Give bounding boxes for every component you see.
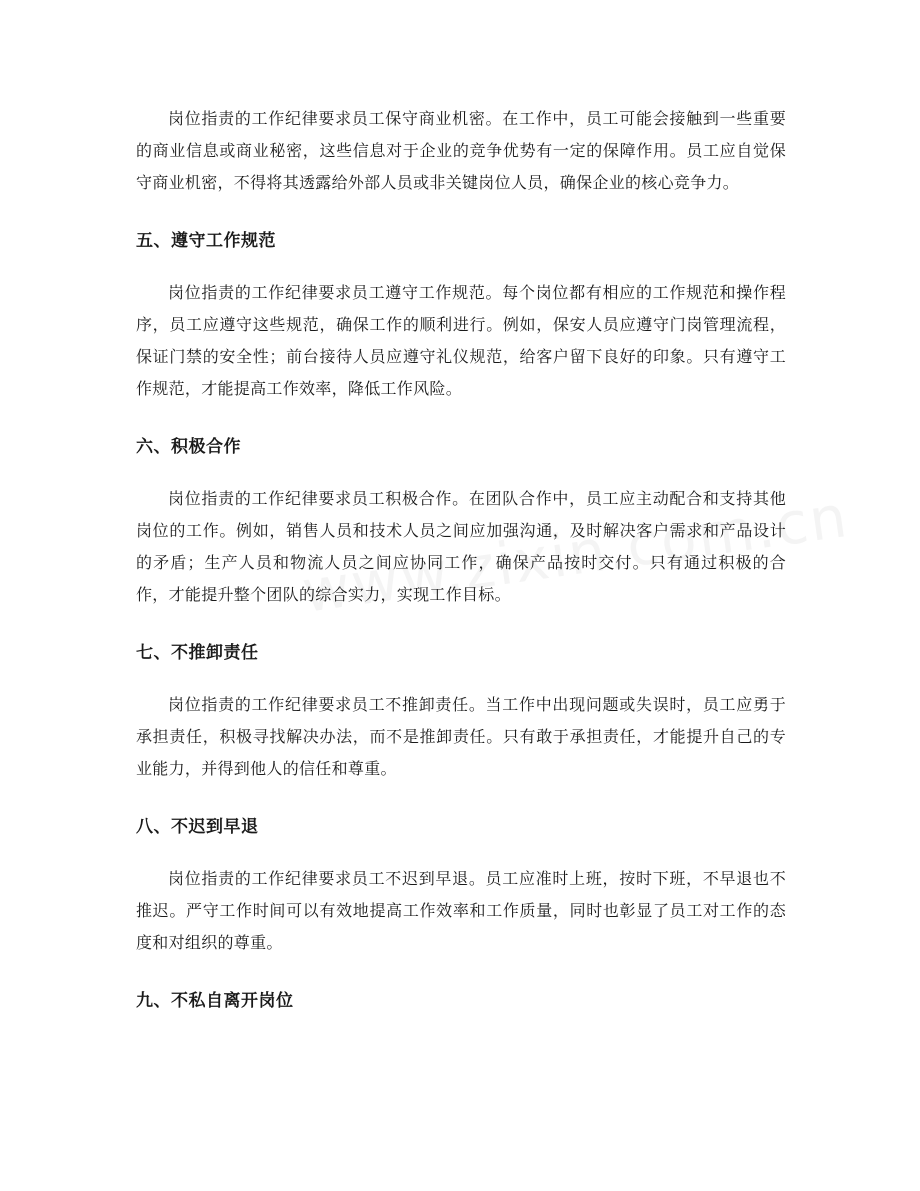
section-heading-6: 六、积极合作 xyxy=(136,437,241,457)
paragraph-cooperation: 岗位指责的工作纪律要求员工积极合作。在团队合作中，员工应主动配合和支持其他岗位的工作。例如，销售人员和技术人员之间应加强沟通，及时解决客户需求和产品设计的矛盾；生产人员和物流人员之间应协同工作，确保产品按时交付。只有通过积极的合作，才能提升整个团队的综合实力，实现工作目标。 xyxy=(136,489,786,604)
paragraph-punctuality: 岗位指责的工作纪律要求员工不迟到早退。员工应准时上班，按时下班，不早退也不推迟。严守工作时间可以有效地提高工作效率和工作质量，同时也彰显了员工对工作的态度和对组织的尊重。 xyxy=(136,869,786,952)
section-heading-9: 九、不私自离开岗位 xyxy=(136,991,294,1011)
paragraph-responsibility: 岗位指责的工作纪律要求员工不推卸责任。当工作中出现问题或失误时，员工应勇于承担责任，积极寻找解决办法，而不是推卸责任。只有敢于承担责任，才能提升自己的专业能力，并得到他人的信任和尊重。 xyxy=(136,695,786,778)
section-heading-7: 七、不推卸责任 xyxy=(136,643,259,663)
section-heading-5: 五、遵守工作规范 xyxy=(136,231,276,251)
paragraph-work-norms: 岗位指责的工作纪律要求员工遵守工作规范。每个岗位都有相应的工作规范和操作程序，员工应遵守这些规范，确保工作的顺利进行。例如，保安人员应遵守门岗管理流程，保证门禁的安全性；前台接待人员应遵守礼仪规范，给客户留下良好的印象。只有遵守工作规范，才能提高工作效率，降低工作风险。 xyxy=(136,283,786,398)
paragraph-confidentiality: 岗位指责的工作纪律要求员工保守商业机密。在工作中，员工可能会接触到一些重要的商业信息或商业秘密，这些信息对于企业的竞争优势有一定的保障作用。员工应自觉保守商业机密，不得将其透露给外部人员或非关键岗位人员，确保企业的核心竞争力。 xyxy=(136,109,786,192)
section-heading-8: 八、不迟到早退 xyxy=(136,817,259,837)
document-body xyxy=(136,103,786,1015)
